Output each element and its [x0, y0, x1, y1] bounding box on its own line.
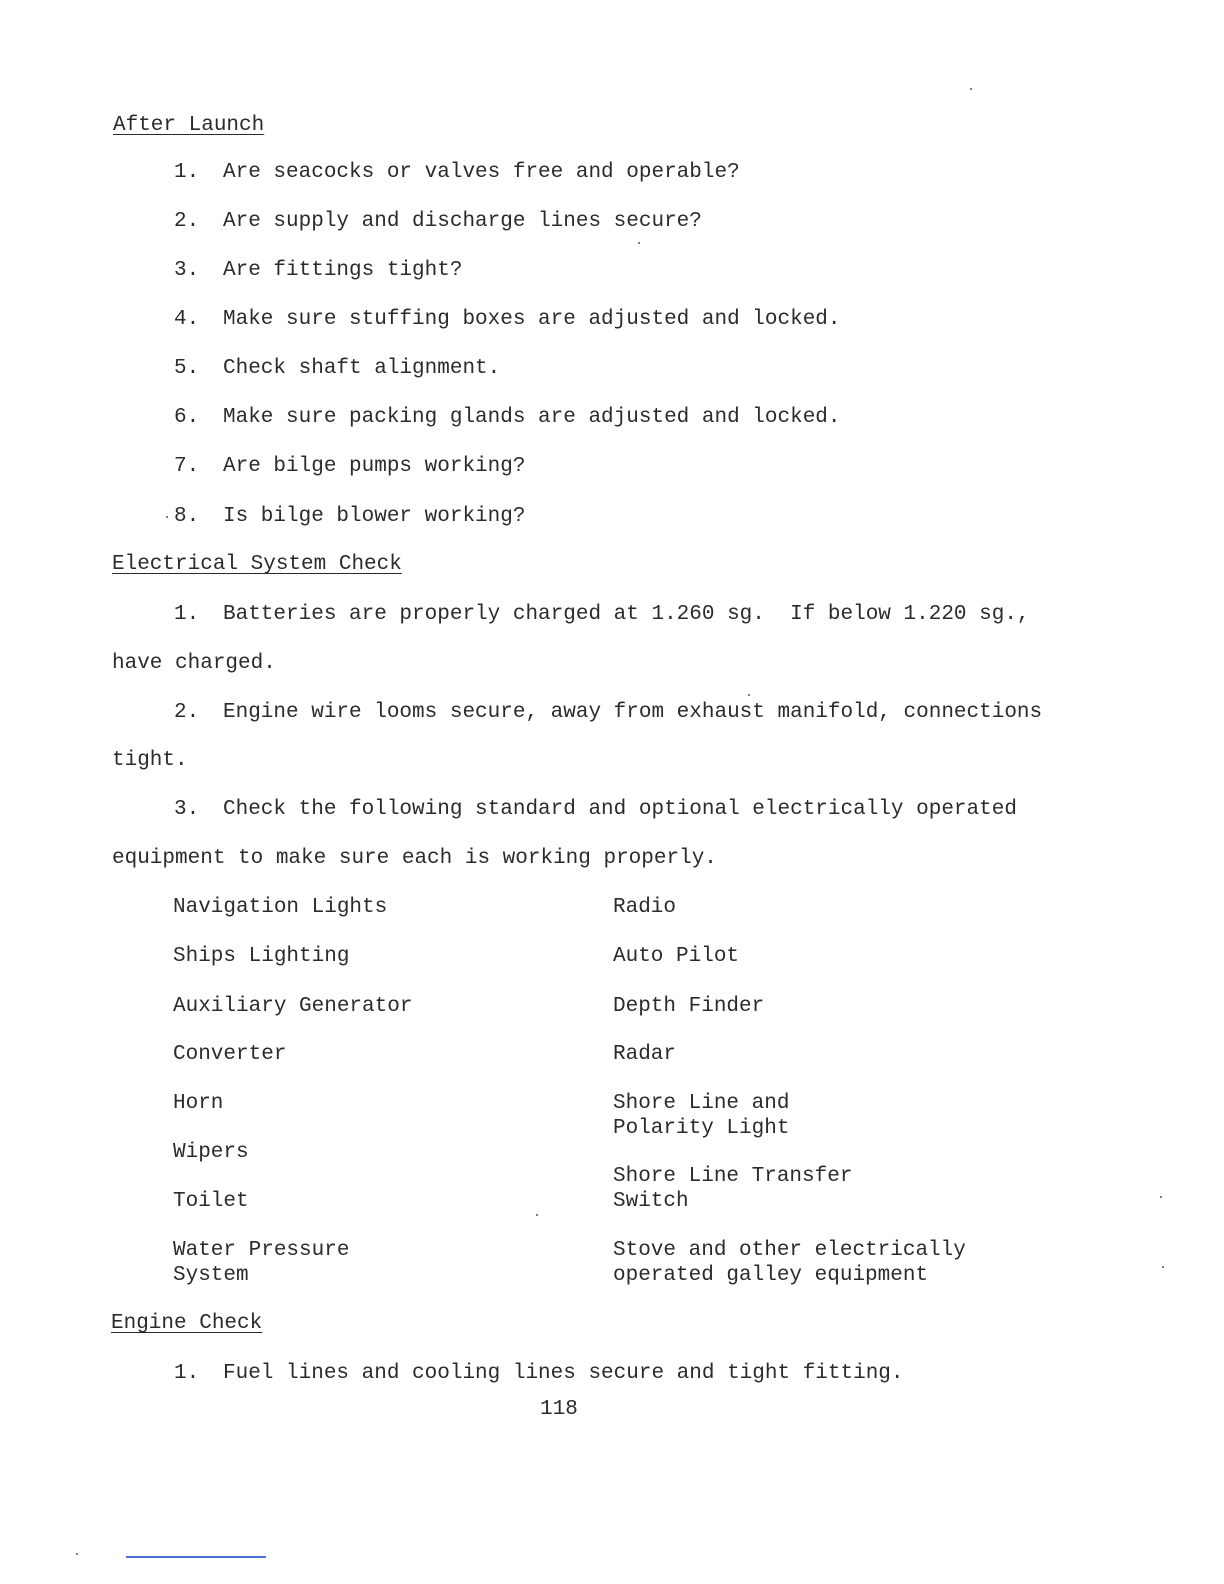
equipment-item: Converter [173, 1043, 287, 1066]
item-number: 1. [174, 603, 200, 626]
item-number: 3. [174, 259, 200, 282]
heading-engine-check: Engine Check [111, 1312, 263, 1335]
equipment-item: Switch [613, 1190, 689, 1213]
equipment-item: Shore Line Transfer [613, 1165, 853, 1188]
list-item: Are bilge pumps working? [223, 455, 526, 478]
scan-speck [1160, 1196, 1162, 1198]
scan-speck [1162, 1266, 1164, 1268]
paragraph-line: Check the following standard and optional electrically operated [223, 798, 1017, 821]
scan-speck [76, 1553, 78, 1555]
paragraph-line: Batteries are properly charged at 1.260 sg. If below 1.220 sg., [223, 603, 1030, 626]
item-number: 1. [174, 161, 200, 184]
equipment-item: Depth Finder [613, 995, 765, 1018]
list-item: Make sure packing glands are adjusted and locked. [223, 406, 841, 429]
item-number: 1. [174, 1362, 200, 1385]
list-item: Are seacocks or valves free and operable? [223, 161, 740, 184]
scan-speck [748, 694, 750, 696]
page-number: 118 [540, 1398, 578, 1421]
item-number: 4. [174, 308, 200, 331]
equipment-item: Polarity Light [613, 1117, 790, 1140]
item-number: 2. [174, 701, 200, 724]
scan-speck [638, 242, 640, 244]
item-number: 7. [174, 455, 200, 478]
list-item: Check shaft alignment. [223, 357, 501, 380]
list-item: Are fittings tight? [223, 259, 463, 282]
equipment-item: Radar [613, 1043, 677, 1066]
equipment-item: Horn [173, 1092, 224, 1115]
list-item: Are supply and discharge lines secure? [223, 210, 702, 233]
equipment-item: Shore Line and [613, 1092, 790, 1115]
heading-electrical-system-check: Electrical System Check [112, 553, 402, 576]
equipment-item: Water Pressure [173, 1239, 350, 1262]
list-item: Is bilge blower working? [223, 505, 526, 528]
equipment-item: operated galley equipment [613, 1264, 929, 1287]
scan-speck [536, 1214, 538, 1216]
paragraph-line: Engine wire looms secure, away from exhaust manifold, connections [223, 701, 1043, 724]
equipment-item: Toilet [173, 1190, 249, 1213]
list-item: Make sure stuffing boxes are adjusted and locked. [223, 308, 841, 331]
equipment-item: Ships Lighting [173, 945, 350, 968]
equipment-item: Radio [613, 896, 677, 919]
list-item: Fuel lines and cooling lines secure and tight fitting. [223, 1362, 904, 1385]
equipment-item: Navigation Lights [173, 896, 388, 919]
equipment-item: System [173, 1264, 249, 1287]
item-number: 6. [174, 406, 200, 429]
paragraph-line: equipment to make sure each is working properly. [112, 847, 717, 870]
paragraph-line: have charged. [112, 652, 276, 675]
scan-speck [970, 88, 972, 90]
equipment-item: Wipers [173, 1141, 249, 1164]
paragraph-line: tight. [112, 749, 188, 772]
item-number: 2. [174, 210, 200, 233]
scan-blue-line [126, 1556, 266, 1558]
equipment-item: Auxiliary Generator [173, 995, 413, 1018]
equipment-item: Stove and other electrically [613, 1239, 966, 1262]
heading-after-launch: After Launch [113, 114, 265, 137]
equipment-item: Auto Pilot [613, 945, 740, 968]
item-number: 3. [174, 798, 200, 821]
item-number: 8. [174, 505, 200, 528]
item-number: 5. [174, 357, 200, 380]
scan-speck [166, 516, 168, 518]
